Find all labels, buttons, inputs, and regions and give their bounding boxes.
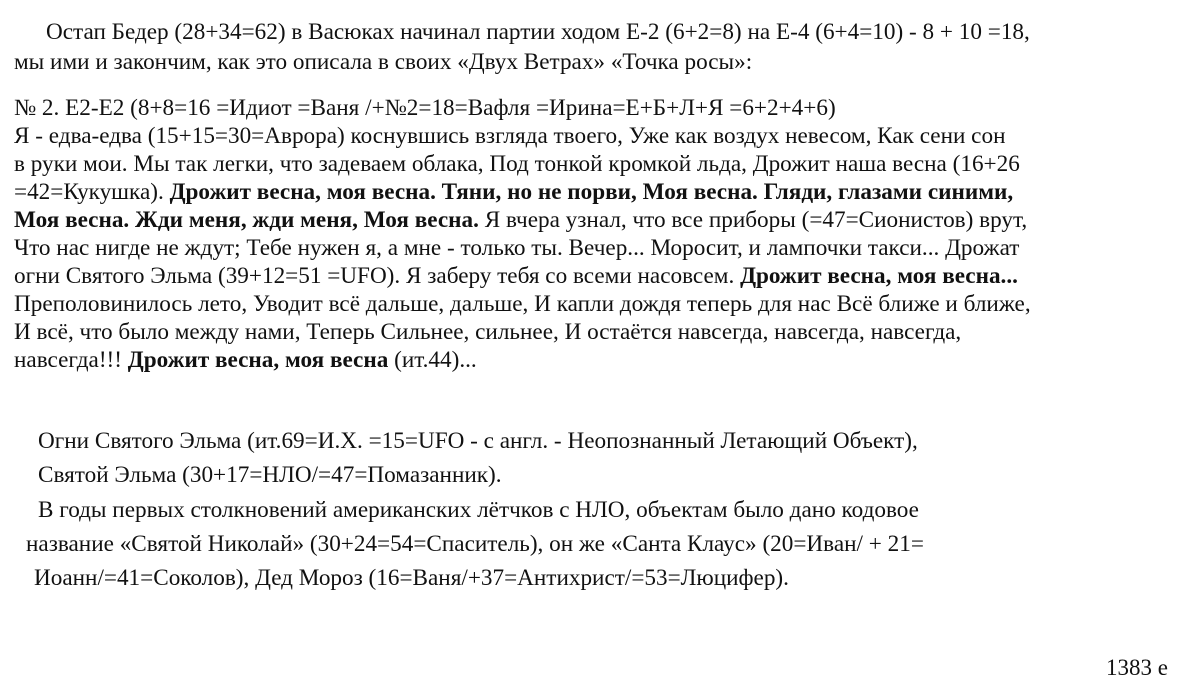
poem-line-7-bold: Дрожит весна, моя весна...: [740, 263, 1018, 289]
notes-block-4: [34, 564, 789, 598]
poem-line-5-text: Я вчера узнал, что все приборы (=47=Сионистов) врут,: [478, 207, 1028, 233]
poem-line-2: Я - едва-едва (15+15=30=Аврора) коснувшись взгляда твоего, Уже как воздух невесом, Как сени сон: [14, 123, 1006, 149]
notes-block-2: [38, 496, 919, 530]
notes-line-1: Огни Святого Эльма (ит.69=И.Х. =15=UFO - с англ. - Неопознанный Летающий Объект),: [38, 428, 918, 454]
poem-block: [14, 94, 1031, 374]
poem-line-4-text: =42=Кукушка).: [14, 179, 170, 205]
intro-line-2: мы ими и закончим, как это описала в своих «Двух Ветрах» «Точка росы»:: [14, 49, 753, 75]
poem-line-4-bold: Дрожит весна, моя весна. Тяни, но не порви, Моя весна. Гляди, глазами синими,: [169, 179, 1014, 205]
poem-line-5-bold: Моя весна. Жди меня, жди меня, Моя весна.: [14, 207, 479, 233]
poem-line-10-text: навсегда!!!: [14, 347, 128, 373]
intro-paragraph: [46, 18, 1030, 46]
page-number: 1383 е: [1106, 655, 1168, 680]
notes-line-5: Иоанн/=41=Соколов), Дед Мороз (16=Ваня/+37=Антихрист/=53=Люцифер).: [34, 565, 789, 591]
intro-paragraph-cont: [14, 48, 752, 76]
poem-line-4: [14, 178, 1031, 206]
poem-line-10: [14, 346, 1031, 374]
poem-title: № 2. Е2-Е2 (8+8=16 =Идиот =Ваня /+№2=18=Вафля =Ирина=Е+Б+Л+Я =6+2+4+6): [14, 95, 836, 121]
poem-line-5: [14, 206, 1031, 234]
poem-line-10-end: (ит.44)...: [388, 347, 477, 373]
notes-line-4: название «Святой Николай» (30+24=54=Спаситель), он же «Санта Клаус» (20=Иван/ + 21=: [26, 531, 924, 557]
poem-line-3: в руки мои. Мы так легки, что задеваем облака, Под тонкой кромкой льда, Дрожит наша весна (16+26: [14, 151, 1020, 177]
notes-line-3: В годы первых столкновений американских лётчков с НЛО, объектам было дано кодовое: [38, 497, 919, 523]
notes-block-3: [26, 530, 924, 564]
notes-line-2: Святой Эльма (30+17=НЛО/=47=Помазанник).: [38, 462, 502, 488]
notes-block-1: [38, 427, 918, 495]
poem-line-6: Что нас нигде не ждут; Тебе нужен я, а мне - только ты. Вечер... Моросит, и лампочки такси... Дрожат: [14, 235, 1020, 261]
poem-line-9: И всё, что было между нами, Теперь Сильнее, сильнее, И остаётся навсегда, навсегда, навсегда,: [14, 319, 962, 345]
intro-line-1: Остап Бедер (28+34=62) в Васюках начинал партии ходом Е-2 (6+2=8) на Е-4 (6+4=10) - 8 + 10 =18,: [46, 19, 1030, 45]
poem-line-8: Преполовинилось лето, Уводит всё дальше, дальше, И капли дождя теперь для нас Всё ближе и ближе,: [14, 291, 1031, 317]
poem-line-7: [14, 262, 1031, 290]
poem-line-7-text: огни Святого Эльма (39+12=51 =UFO). Я заберу тебя со всеми насовсем.: [14, 263, 741, 289]
poem-line-10-bold: Дрожит весна, моя весна: [127, 347, 389, 373]
